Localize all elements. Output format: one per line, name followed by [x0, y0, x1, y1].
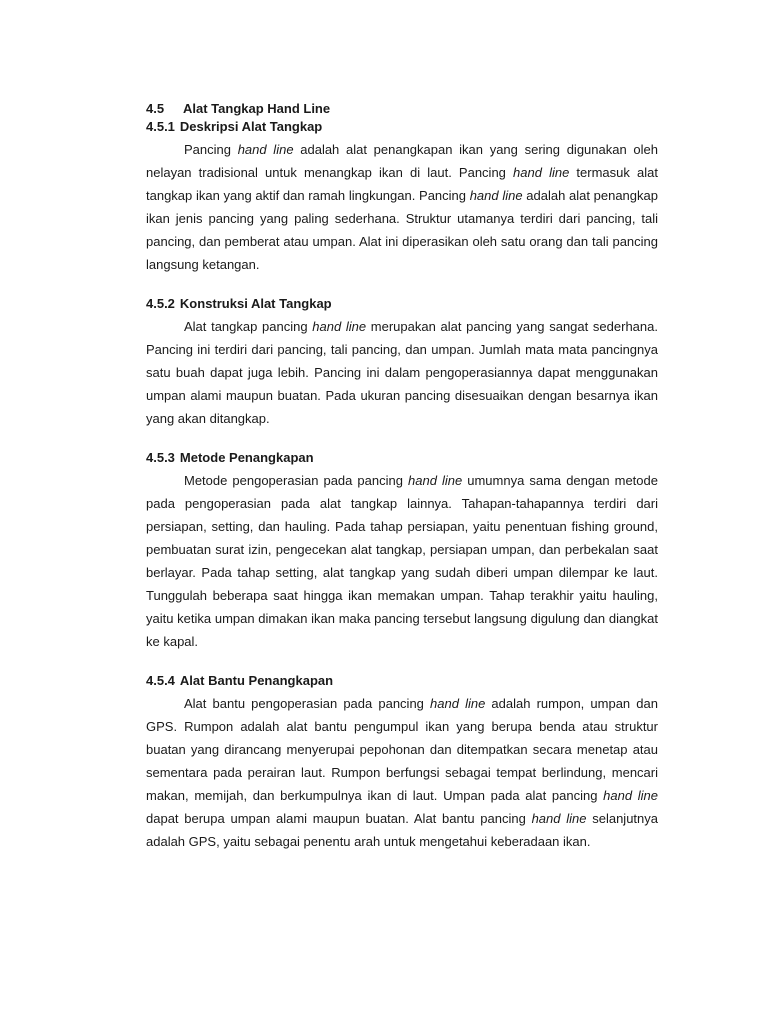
text-segment: Alat tangkap pancing	[184, 319, 313, 334]
text-segment: Alat bantu pengoperasian pada pancing	[184, 696, 431, 711]
section-title: Konstruksi Alat Tangkap	[179, 296, 332, 311]
section	[146, 118, 658, 276]
section-title: Alat Bantu Penangkapan	[179, 673, 334, 688]
section-heading	[146, 449, 658, 467]
italic-term: hand line	[430, 696, 486, 711]
text-segment: adalah rumpon, umpan dan GPS. Rumpon adalah alat bantu pengumpul ikan yang berupa benda atau struktur buatan yang dirancang menyerupai pepohonan dan ditempatkan secara menetap atau sementara pada perairan laut. Rumpon berfungsi sebagai tempat berlindung, mencari makan, memijah, dan berkumpulnya ikan di laut. Umpan pada alat pancing	[146, 696, 658, 803]
section-paragraph	[146, 313, 658, 430]
section-number: 4.5.3	[146, 450, 175, 465]
italic-term: hand line	[408, 473, 463, 488]
text-segment: termasuk alat tangkap ikan yang aktif dan ramah lingkungan. Pancing	[146, 165, 658, 203]
chapter-heading	[146, 100, 658, 118]
section	[146, 295, 658, 430]
section-heading	[146, 295, 658, 313]
text-segment: adalah alat penangkap ikan jenis pancing yang paling sederhana. Struktur utamanya terdiri dari pancing, tali pancing, dan pemberat atau umpan. Alat ini diperasikan oleh satu orang dan tali pancing langsung ketangan.	[146, 188, 658, 272]
italic-term: hand line	[237, 142, 294, 157]
text-segment: adalah alat penangkapan ikan yang sering digunakan oleh nelayan tradisional untuk menangkap ikan di laut. Pancing	[146, 142, 658, 180]
text-segment: selanjutnya adalah GPS, yaitu sebagai penentu arah untuk mengetahui keberadaan ikan.	[146, 811, 658, 849]
section-paragraph	[146, 690, 658, 853]
section-paragraph	[146, 136, 658, 276]
italic-term: hand line	[513, 165, 570, 180]
chapter-title: Alat Tangkap Hand Line	[183, 101, 331, 116]
text-segment: Metode pengoperasian pada pancing	[184, 473, 408, 488]
document-page	[146, 100, 658, 853]
section	[146, 449, 658, 653]
italic-term: hand line	[531, 811, 587, 826]
section-title: Metode Penangkapan	[179, 450, 314, 465]
section-title: Deskripsi Alat Tangkap	[179, 119, 323, 134]
italic-term: hand line	[603, 788, 658, 803]
sections-container	[146, 118, 658, 853]
text-segment: dapat berupa umpan alami maupun buatan. Alat bantu pancing	[146, 811, 532, 826]
section-heading	[146, 672, 658, 690]
italic-term: hand line	[469, 188, 523, 203]
section-number: 4.5.2	[146, 296, 175, 311]
chapter-number: 4.5	[146, 101, 165, 116]
italic-term: hand line	[312, 319, 367, 334]
section-number: 4.5.4	[146, 673, 175, 688]
text-segment: Pancing	[184, 142, 238, 157]
text-segment: umumnya sama dengan metode pada pengoperasian pada alat tangkap lainnya. Tahapan-tahapannya terdiri dari persiapan, setting, dan hauling. Pada tahap persiapan, yaitu penentuan fishing ground, pembuatan surat izin, pengecekan alat tangkap, persiapan umpan, dan perbekalan saat berlayar. Pada tahap setting, alat tangkap yang sudah diberi umpan dilempar ke laut. Tunggulah beberapa saat hingga ikan memakan umpan. Tahap terakhir yaitu hauling, yaitu ketika umpan dimakan ikan maka pancing tersebut langsung digulung dan diangkat ke kapal.	[146, 473, 658, 649]
section-heading	[146, 118, 658, 136]
text-segment: merupakan alat pancing yang sangat sederhana. Pancing ini terdiri dari pancing, tali pancing, dan umpan. Jumlah mata mata pancingnya satu buah dapat juga lebih. Pancing ini dalam pengoperasiannya dapat menggunakan umpan alami maupun buatan. Pada ukuran pancing disesuaikan dengan besarnya ikan yang akan ditangkap.	[146, 319, 658, 426]
section-paragraph	[146, 467, 658, 653]
section-number: 4.5.1	[146, 119, 175, 134]
section	[146, 672, 658, 853]
